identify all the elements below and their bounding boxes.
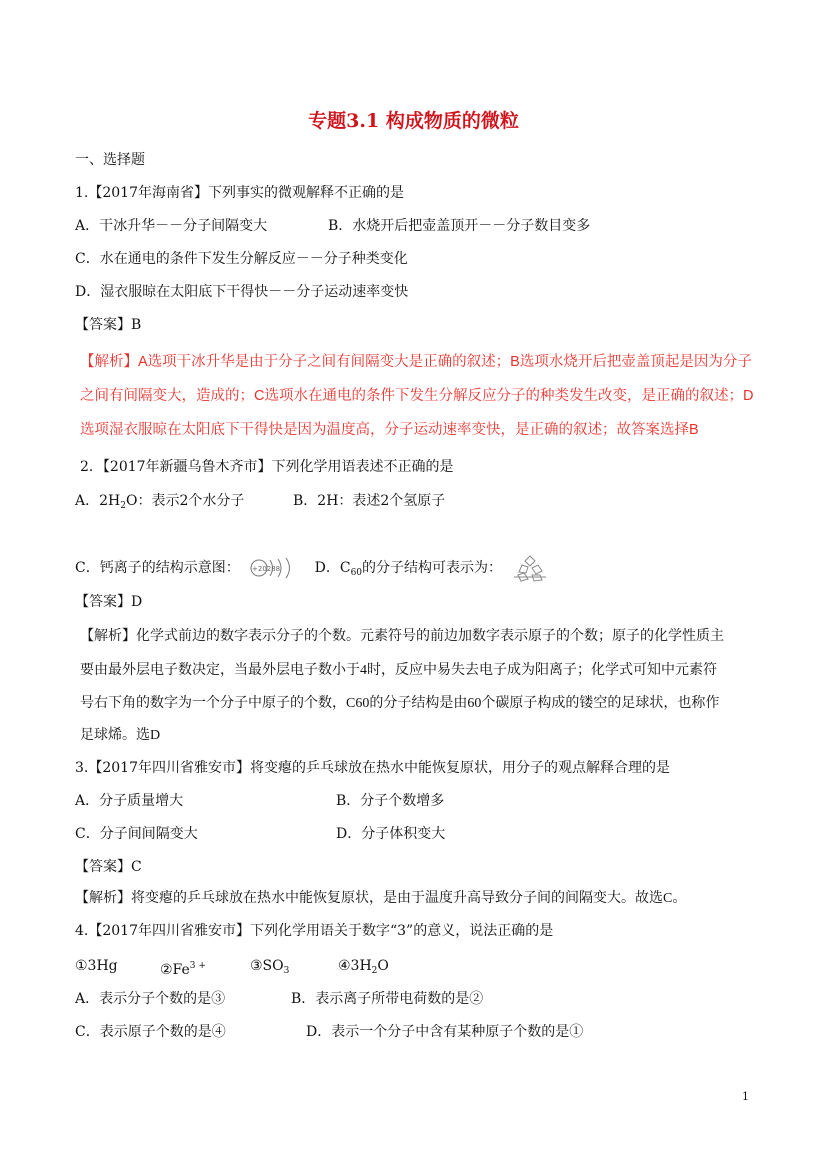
q2-answer: 【答案】D <box>75 594 143 610</box>
q3-answer: 【答案】C <box>75 859 142 875</box>
q3-option-d-text: D．分子体积变大 <box>336 826 446 842</box>
q3-option-a-text: A．分子质量增大 <box>75 793 184 809</box>
q1-option-b-text: B．水烧开后把壶盖顶开－－分子数目变多 <box>328 218 591 234</box>
q1-option-a <box>75 216 591 236</box>
page-number: 1 <box>742 1090 749 1103</box>
calcium-ion-diagram <box>248 556 298 580</box>
q4-items <box>75 956 389 978</box>
q4-item-3: $③SO_3$ <box>250 958 290 976</box>
q1-stem: 1.【2017年海南省】下列事实的微观解释不正确的是 <box>75 185 404 201</box>
q2-option-b-text: B．2H：表述2个氢原子 <box>293 493 446 509</box>
q2-analysis-line-4: 足球烯。选D <box>80 728 161 743</box>
q4-item-4: $④3H_2O$ <box>338 958 389 976</box>
q2-option-d-text: D．$C_{60}$的分子结构可表示为： <box>314 560 503 578</box>
q4-options-ab <box>75 989 484 1009</box>
q1-analysis-line-1: 【解析】A选项干冰升华是由于分子之间有间隔变大是正确的叙述；B选项水烧开后把壶盖顶起是因为分子 <box>80 354 752 370</box>
q4-stem: 4.【2017年四川省雅安市】下列化学用语关于数字“3”的意义，说法正确的是 <box>75 923 554 939</box>
q4-option-c-text: C．表示原子个数的是④ <box>75 1024 226 1040</box>
section-heading: 一、选择题 <box>75 152 145 168</box>
q3-option-c-text: C．分子间间隔变大 <box>75 826 198 842</box>
q3-options-ab <box>75 791 445 811</box>
q1-option-d: D．湿衣服晾在太阳底下干得快－－分子运动速率变快 <box>75 284 409 300</box>
q2-analysis-line-3: 号右下角的数字为一个分子中原子的个数，C60的分子结构是由60个碳原子构成的镂空的足球状，也称作 <box>80 696 720 711</box>
q1-analysis-line-3: 选项湿衣服晾在太阳底下干得快是因为温度高，分子运动速率变快，是正确的叙述；故答案选择B <box>80 422 699 438</box>
q1-answer: 【答案】B <box>75 317 142 333</box>
q4-option-d-text: D．表示一个分子中含有某种原子个数的是① <box>306 1024 584 1040</box>
q1-option-a-text: A．干冰升华－－分子间隔变大 <box>75 218 268 234</box>
q3-option-b-text: B．分子个数增多 <box>336 793 445 809</box>
ion-label: +20288 <box>252 565 281 573</box>
q4-item-1: ①3Hg <box>75 958 118 974</box>
q2-analysis-line-2: 要由最外层电子数决定，当最外层电子数小于4时，反应中易失去电子成为阳离子；化学式可知中元素符 <box>80 663 717 678</box>
page-title: 专题3.1 构成物质的微粒 <box>308 110 519 132</box>
q3-options-cd <box>75 824 446 844</box>
q2-option-a: A．$2H_2O$：表示2个水分子 B．2H：表述2个氢原子 <box>75 493 446 511</box>
q4-option-a-text: A．表示分子个数的是③ <box>75 991 226 1007</box>
q2-stem: 2．【2017年新疆乌鲁木齐市】下列化学用语表述不正确的是 <box>80 459 454 475</box>
q4-option-b-text: B．表示离子所带电荷数的是② <box>291 991 484 1007</box>
q1-option-c: C．水在通电的条件下发生分解反应－－分子种类变化 <box>75 251 408 267</box>
c60-structure-diagram <box>510 553 550 583</box>
q4-options-cd <box>75 1022 584 1042</box>
q3-stem: 3.【2017年四川省雅安市】将变瘪的乒乓球放在热水中能恢复原状，用分子的观点解释合理的是 <box>75 760 670 776</box>
q2-option-c-text: C．钙离子的结构示意图： <box>75 560 240 576</box>
q4-item-2: $②Fe^{3 +}$ <box>160 961 206 978</box>
q2-analysis-line-1: 【解析】化学式前边的数字表示分子的个数。元素符号的前边加数字表示原子的个数；原子的化学性质主 <box>80 629 724 644</box>
q3-analysis: 【解析】将变瘪的乒乓球放在热水中能恢复原状，是由于温度升高导致分子间的间隔变大。故选C。 <box>75 891 687 906</box>
q1-analysis-line-2: 之间有间隔变大，造成的；C选项水在通电的条件下发生分解反应分子的种类发生改变，是正确的叙述；D <box>80 388 754 404</box>
q2-options-cd <box>75 553 550 583</box>
